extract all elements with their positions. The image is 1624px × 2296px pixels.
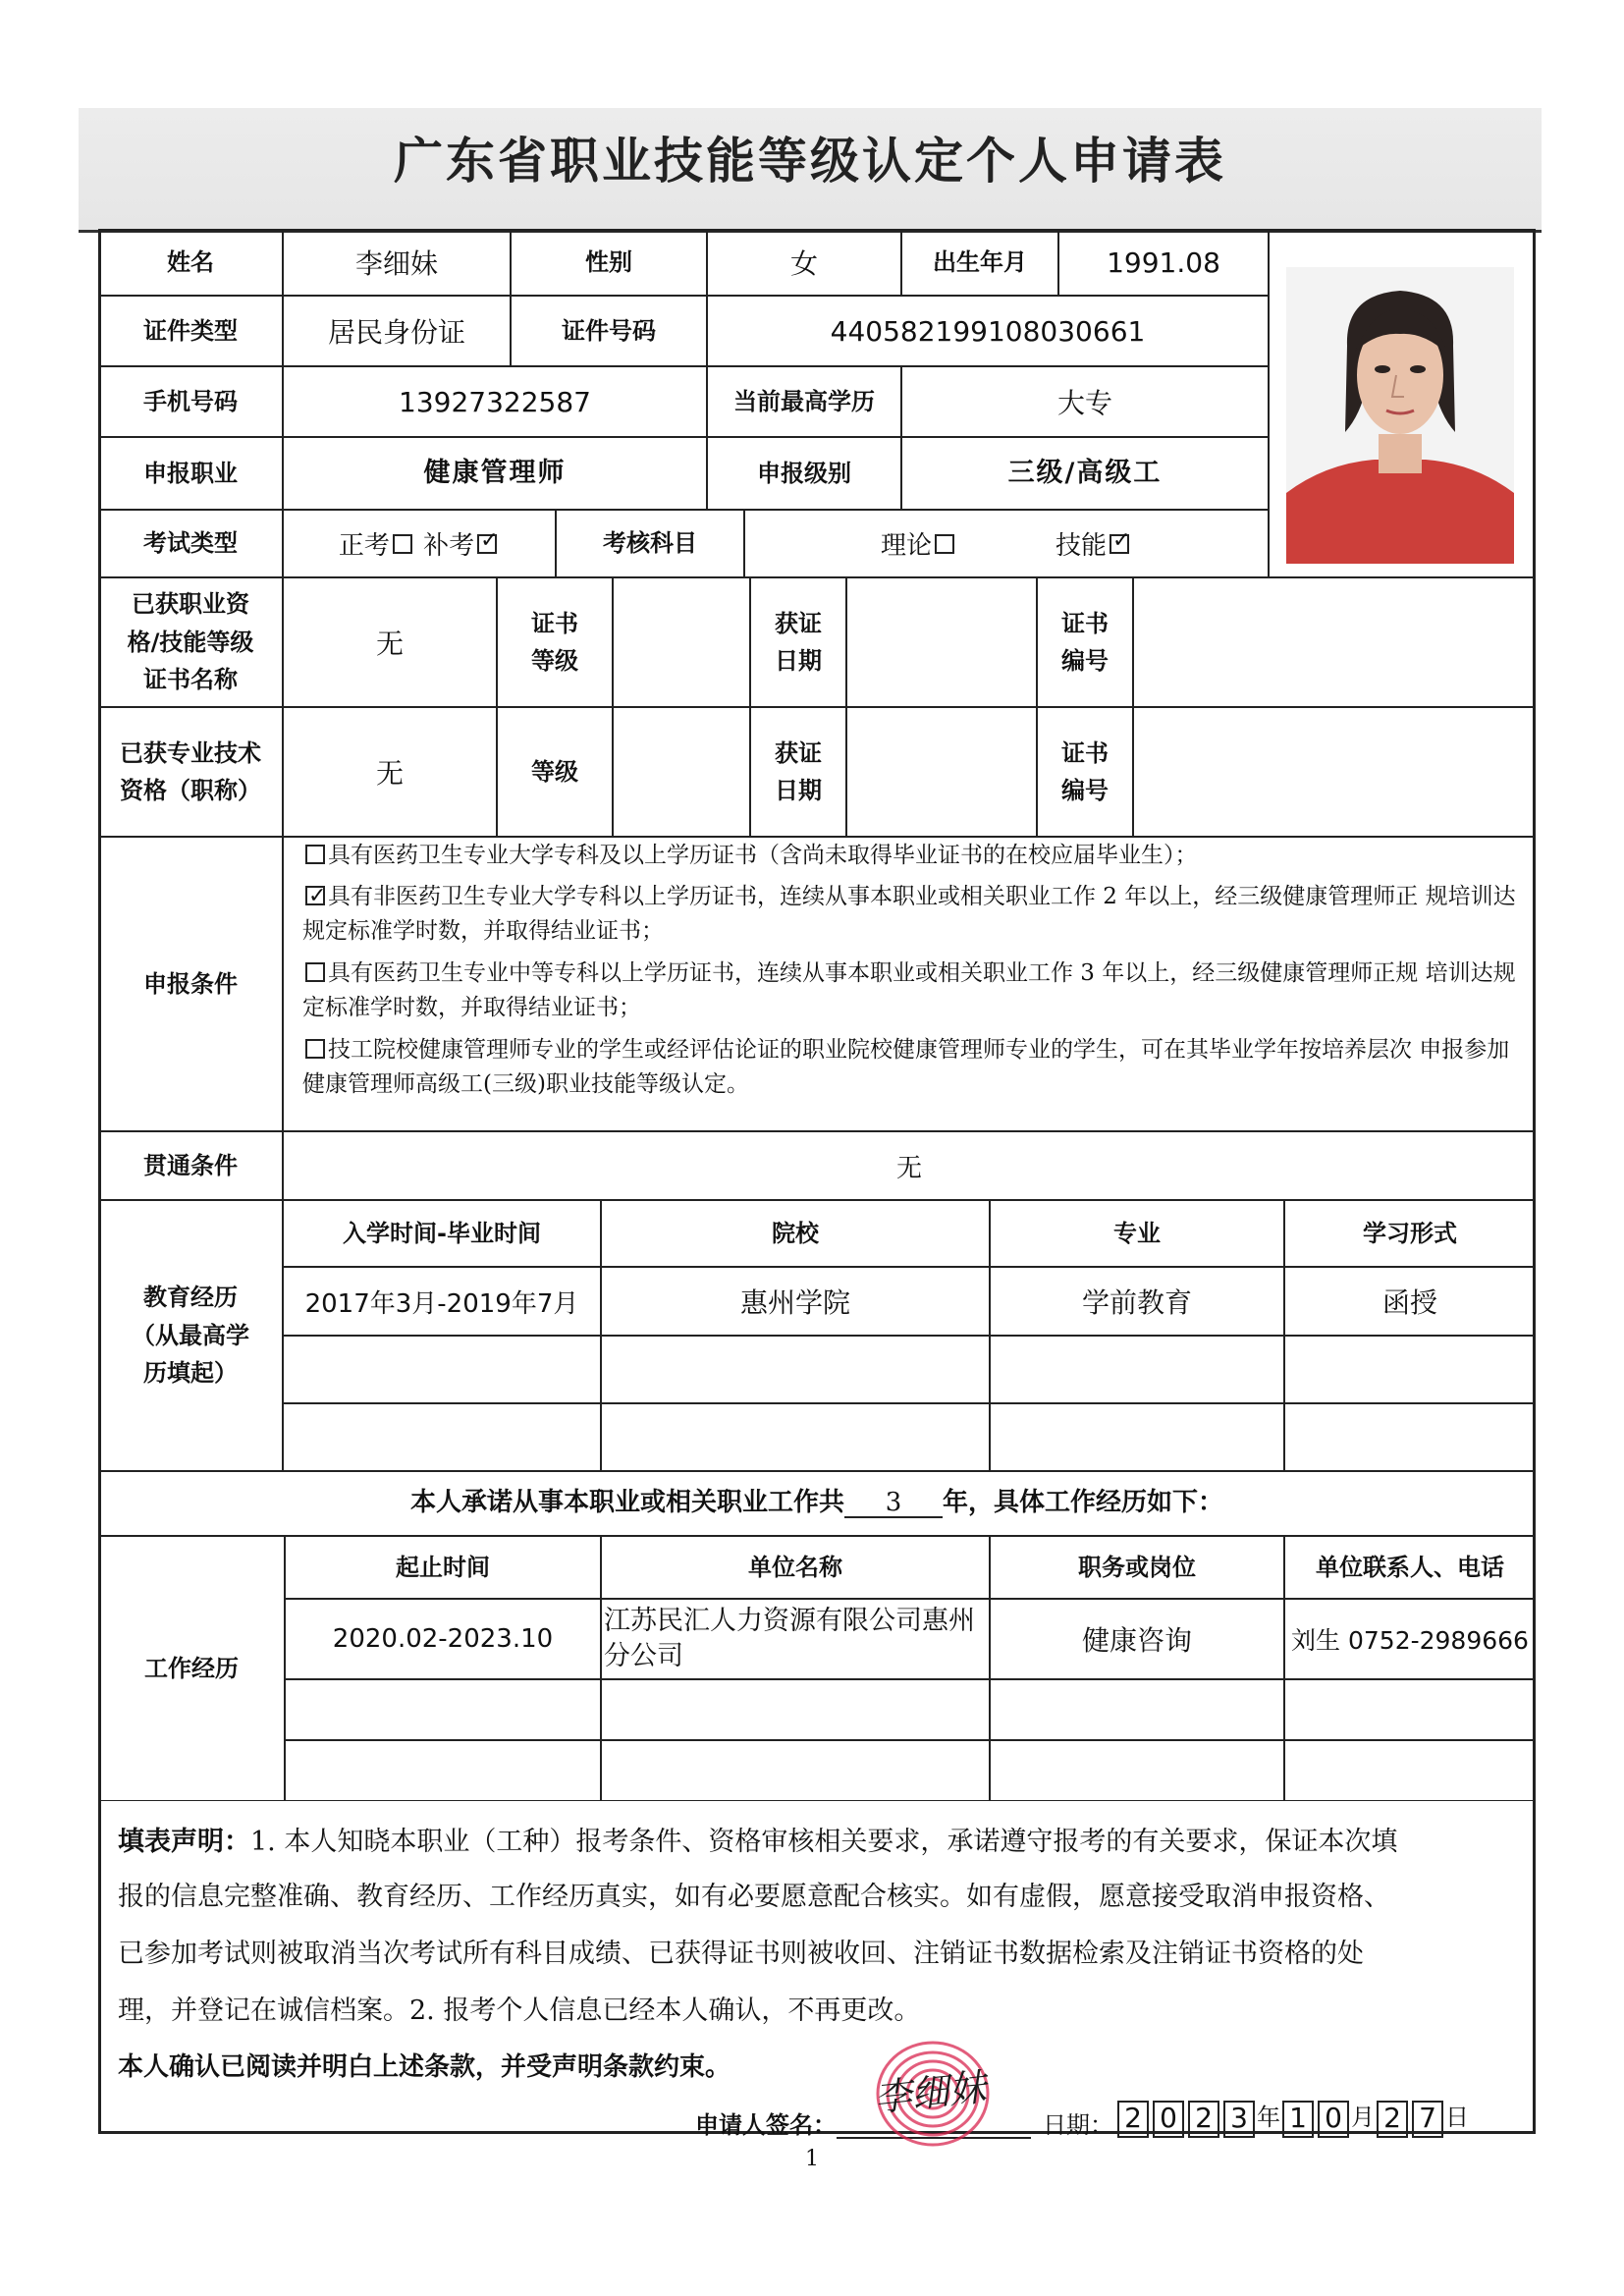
declaration-line-4: 理，并登记在诚信档案。2. 报考个人信息已经本人确认，不再更改。 [118, 1995, 921, 2026]
work-empty-cell [1284, 1740, 1536, 1801]
subject-skill-label: 技能 [1056, 531, 1108, 561]
label-birth: 出生年月 [901, 229, 1058, 296]
form-title: 广东省职业技能等级认定个人申请表 [394, 133, 1226, 190]
work-header-company: 单位名称 [601, 1536, 990, 1599]
condition-item [302, 957, 1520, 1025]
label-occupation: 申报职业 [98, 437, 283, 510]
exam-normal-label: 正考 [338, 531, 390, 561]
label-cert2-name: 已获专业技术资格（职称） [98, 707, 283, 837]
label-phone: 手机号码 [98, 366, 283, 437]
value-occupation: 健康管理师 [283, 437, 707, 510]
work-cell-contact: 刘生 0752-2989666 [1284, 1599, 1536, 1679]
label-work: 工作经历 [98, 1536, 285, 1801]
work-header-contact: 单位联系人、电话 [1284, 1536, 1536, 1599]
date-digit: 0 [1318, 2101, 1349, 2138]
work-cell-position: 健康咨询 [990, 1599, 1284, 1679]
exam-subject-options [744, 510, 1269, 577]
date-digit: 2 [1117, 2101, 1149, 2138]
work-empty-cell [285, 1679, 601, 1740]
edu-empty-cell [990, 1403, 1284, 1471]
date-digit: 2 [1188, 2101, 1219, 2138]
exam-type-options [283, 510, 556, 577]
exam-makeup-label: 补考 [423, 531, 475, 561]
declaration-line-2: 报的信息完整准确、教育经历、工作经历真实，如有必要愿意配合核实。如有虚假，愿意接受取消申报资格、 [118, 1882, 1390, 1912]
condition-4-checkbox[interactable] [305, 1039, 325, 1059]
label-id-no: 证件号码 [511, 296, 707, 366]
label-exam-type: 考试类型 [98, 510, 283, 577]
edu-empty-cell [990, 1336, 1284, 1403]
condition-item [302, 880, 1520, 949]
value-phone: 13927322587 [283, 366, 707, 437]
value-cert1-name: 无 [283, 577, 497, 707]
work-header-position: 职务或岗位 [990, 1536, 1284, 1599]
edu-cell-school: 惠州学院 [601, 1267, 990, 1336]
label-cert2-level: 等级 [497, 707, 613, 837]
page-number: 1 [805, 2147, 819, 2171]
date-digit: 7 [1412, 2101, 1443, 2138]
value-through: 无 [283, 1131, 1536, 1200]
label-level: 申报级别 [707, 437, 901, 510]
edu-empty-cell [283, 1403, 601, 1471]
declaration-confirm: 本人确认已阅读并明白上述条款，并受声明条款约束。 [118, 2052, 731, 2082]
value-level: 三级/高级工 [901, 437, 1269, 510]
declaration-head: 填表声明： [118, 1827, 250, 1857]
subject-theory-label: 理论 [880, 531, 932, 561]
value-id-no: 440582199108030661 [707, 296, 1269, 366]
edu-header-time: 入学时间-毕业时间 [283, 1200, 601, 1267]
label-id-type: 证件类型 [98, 296, 283, 366]
value-name: 李细妹 [283, 229, 511, 296]
label-exam-subject: 考核科目 [556, 510, 744, 577]
signature-date [1115, 2098, 1469, 2138]
label-conditions: 申报条件 [98, 837, 283, 1131]
condition-1-text: 具有医药卫生专业大学专科及以上学历证书（含尚未取得毕业证书的在校应届毕业生）； [328, 843, 1198, 868]
subject-skill-checkbox[interactable] [1110, 534, 1129, 554]
label-education: 教育经历（从最高学历填起） [98, 1200, 283, 1471]
condition-2-checkbox[interactable] [305, 886, 325, 905]
signature-label: 申请人签名： [695, 2111, 837, 2139]
value-cert1-no [1133, 577, 1536, 707]
value-cert1-level [613, 577, 750, 707]
value-edu-level: 大专 [901, 366, 1269, 437]
edu-cell-time: 2017年3月-2019年7月 [283, 1267, 601, 1336]
exam-makeup-checkbox[interactable] [477, 534, 497, 554]
edu-header-major: 专业 [990, 1200, 1284, 1267]
subject-theory-checkbox[interactable] [935, 534, 954, 554]
month-unit: 月 [1351, 2104, 1375, 2131]
value-cert2-date [846, 707, 1037, 837]
edu-empty-cell [1284, 1403, 1536, 1471]
edu-empty-cell [601, 1336, 990, 1403]
declaration-text: 1. 本人知晓本职业（工种）报考条件、资格审核相关要求，承诺遵守报考的有关要求，保证本次填 [250, 1827, 1398, 1857]
condition-3-checkbox[interactable] [305, 962, 325, 982]
label-cert1-name: 已获职业资格/技能等级证书名称 [98, 577, 283, 707]
edu-empty-cell [283, 1336, 601, 1403]
work-cell-period: 2020.02-2023.10 [285, 1599, 601, 1679]
date-digit: 0 [1153, 2101, 1184, 2138]
work-empty-cell [285, 1740, 601, 1801]
condition-3-text: 具有医药卫生专业中等专科以上学历证书，连续从事本职业或相关职业工作 3 年以上，经三级健康管理师正规 培训达规定标准学时数，并取得结业证书； [302, 960, 1516, 1020]
work-header-period: 起止时间 [285, 1536, 601, 1599]
edu-header-form: 学习形式 [1284, 1200, 1536, 1267]
work-commit-suffix: 年，具体工作经历如下： [943, 1488, 1224, 1518]
condition-1-checkbox[interactable] [305, 845, 325, 864]
declaration-line-1 [118, 1829, 1397, 1855]
applicant-portrait-image [1286, 267, 1514, 564]
work-empty-cell [990, 1740, 1284, 1801]
edu-header-school: 院校 [601, 1200, 990, 1267]
label-gender: 性别 [511, 229, 707, 296]
day-unit: 日 [1445, 2104, 1469, 2131]
label-through: 贯通条件 [98, 1131, 283, 1200]
label-edu-level: 当前最高学历 [707, 366, 901, 437]
work-empty-cell [601, 1679, 990, 1740]
edu-cell-form: 函授 [1284, 1267, 1536, 1336]
label-cert1-no: 证书编号 [1037, 577, 1133, 707]
condition-4-text: 技工院校健康管理师专业的学生或经评估论证的职业院校健康管理师专业的学生，可在其毕业学年按培养层次 申报参加健康管理师高级工(三级)职业技能等级认定。 [302, 1037, 1510, 1097]
value-birth: 1991.08 [1058, 229, 1269, 296]
work-commit-years: 3 [844, 1489, 943, 1519]
value-cert1-date [846, 577, 1037, 707]
label-cert2-date: 获证日期 [750, 707, 846, 837]
date-digit: 1 [1282, 2101, 1314, 2138]
value-cert2-level [613, 707, 750, 837]
work-cell-company: 江苏民汇人力资源有限公司惠州分公司 [601, 1599, 990, 1679]
label-cert1-level: 证书等级 [497, 577, 613, 707]
label-cert1-date: 获证日期 [750, 577, 846, 707]
work-empty-cell [601, 1740, 990, 1801]
edu-empty-cell [1284, 1336, 1536, 1403]
work-commit-row [98, 1471, 1536, 1536]
work-empty-cell [990, 1679, 1284, 1740]
year-unit: 年 [1257, 2104, 1280, 2131]
condition-item [302, 1033, 1520, 1102]
value-cert2-name: 无 [283, 707, 497, 837]
value-cert2-no [1133, 707, 1536, 837]
edu-cell-major: 学前教育 [990, 1267, 1284, 1336]
date-label: 日期： [1043, 2111, 1113, 2139]
conditions-list [285, 833, 1532, 1127]
condition-2-text: 具有非医药卫生专业大学专科以上学历证书，连续从事本职业或相关职业工作 2 年以上，经三级健康管理师正 规培训达规定标准学时数，并取得结业证书； [302, 884, 1516, 944]
work-commit-prefix: 本人承诺从事本职业或相关职业工作共 [409, 1488, 844, 1518]
applicant-photo [1286, 267, 1514, 564]
label-name: 姓名 [98, 229, 283, 296]
condition-item [302, 839, 1520, 873]
declaration-line-3: 已参加考试则被取消当次考试所有科目成绩、已获得证书则被收回、注销证书数据检索及注销证书资格的处 [118, 1939, 1364, 1969]
work-empty-cell [1284, 1679, 1536, 1740]
edu-empty-cell [601, 1403, 990, 1471]
label-cert2-no: 证书编号 [1037, 707, 1133, 837]
value-gender: 女 [707, 229, 901, 296]
date-digit: 2 [1377, 2101, 1408, 2138]
value-id-type: 居民身份证 [283, 296, 511, 366]
exam-normal-checkbox[interactable] [393, 534, 412, 554]
signature-name: 李细妹 [872, 2065, 989, 2120]
date-digit: 3 [1223, 2101, 1255, 2138]
